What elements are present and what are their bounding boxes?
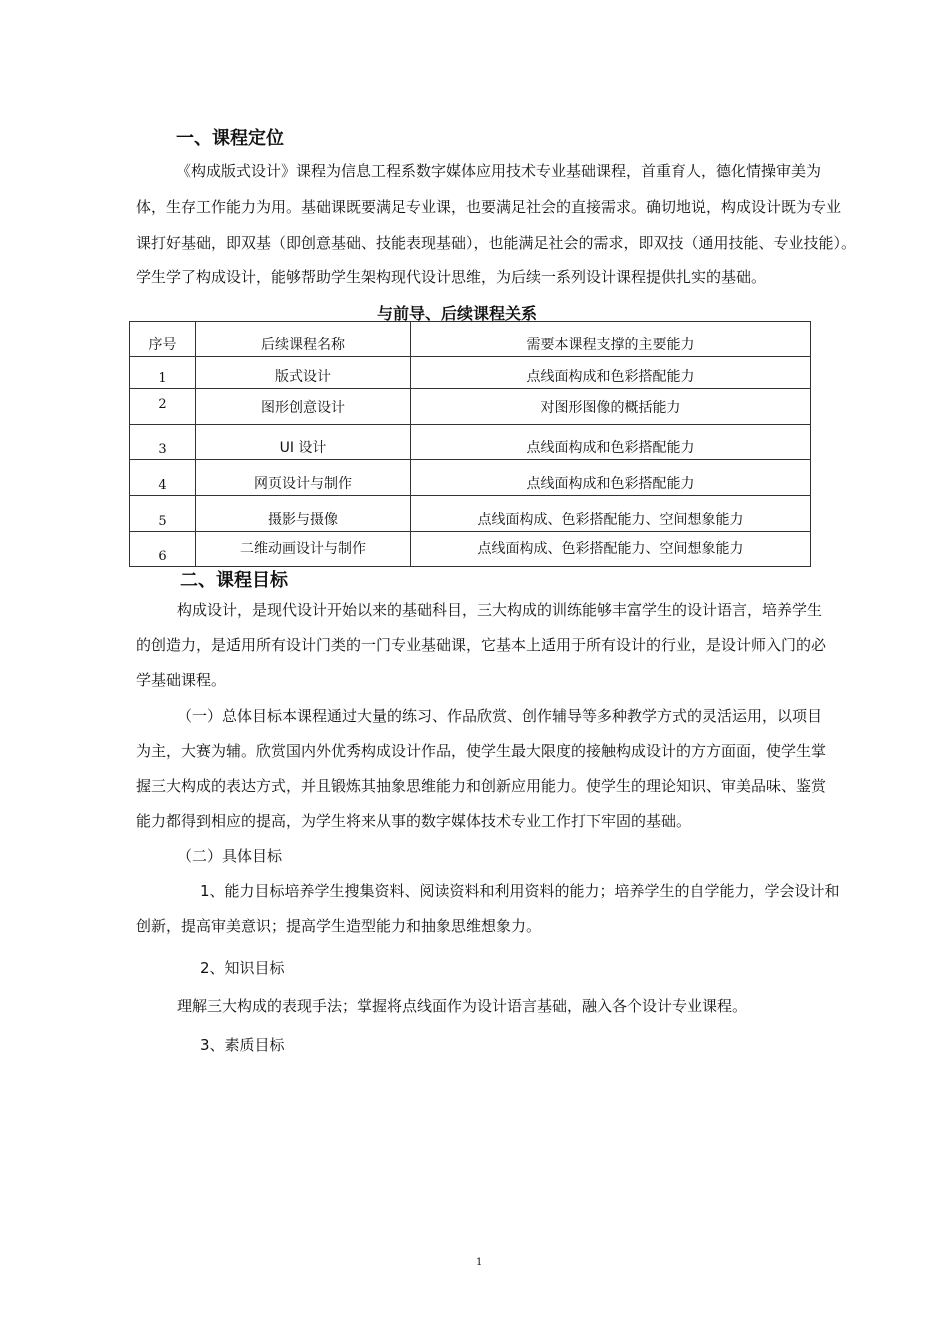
row-number: 4 <box>130 460 196 496</box>
overall-goal-line: （一）总体目标本课程通过大量的练习、作品欣赏、创作辅导等多种教学方式的灵活运用，以项目 <box>177 707 823 725</box>
table-row <box>130 357 811 389</box>
ability-goal-line: 1、能力目标培养学生搜集资料、阅读资料和利用资料的能力；培养学生的自学能力，学会设计和 <box>200 882 840 900</box>
required-ability: 对图形图像的概括能力 <box>411 389 811 425</box>
table-row <box>130 460 811 496</box>
section2-heading: 二、课程目标 <box>180 570 288 591</box>
intro-line: 构成设计，是现代设计开始以来的基础科目，三大构成的训练能够丰富学生的设计语言，培养学生 <box>177 601 823 619</box>
overall-goal-line: 能力都得到相应的提高，为学生将来从事的数字媒体技术专业工作打下牢固的基础。 <box>136 812 692 830</box>
header-cell: 需要本课程支撑的主要能力 <box>411 322 811 357</box>
knowledge-goal-text: 理解三大构成的表现手法；掌握将点线面作为设计语言基础，融入各个设计专业课程。 <box>177 997 748 1015</box>
quality-goal-heading: 3、素质目标 <box>200 1036 285 1054</box>
section1-line: 学生学了构成设计，能够帮助学生架构现代设计思维，为后续一系列设计课程提供扎实的基础。 <box>136 268 767 286</box>
course-name: 摄影与摄像 <box>196 496 411 532</box>
row-number: 6 <box>130 532 196 567</box>
overall-goal-line: 为主，大赛为辅。欣赏国内外优秀构成设计作品，使学生最大限度的接触构成设计的方方面面，使学生掌 <box>136 742 827 760</box>
overall-goal-line: 握三大构成的表达方式，并且锻炼其抽象思维能力和创新应用能力。使学生的理论知识、审美品味、鉴赏 <box>136 777 827 795</box>
required-ability: 点线面构成、色彩搭配能力、空间想象能力 <box>411 532 811 567</box>
table-row <box>130 496 811 532</box>
specific-goal-heading: （二）具体目标 <box>177 847 283 865</box>
section1-heading: 一、课程定位 <box>176 128 284 149</box>
table-header-row <box>130 322 811 357</box>
intro-line: 学基础课程。 <box>136 671 227 689</box>
required-ability: 点线面构成和色彩搭配能力 <box>411 460 811 496</box>
row-number: 2 <box>130 389 196 425</box>
course-name: 网页设计与制作 <box>196 460 411 496</box>
intro-line: 的创造力，是适用所有设计门类的一门专业基础课，它基本上适用于所有设计的行业，是设计师入门的必 <box>136 636 827 654</box>
table-row <box>130 389 811 425</box>
section1-line: 课打好基础，即双基（即创意基础、技能表现基础），也能满足社会的需求，即双技（通用技能、专业技能）。 <box>136 234 857 252</box>
required-ability: 点线面构成和色彩搭配能力 <box>411 357 811 389</box>
course-name: UI 设计 <box>196 425 411 460</box>
table-caption: 与前导、后续课程关系 <box>377 304 538 323</box>
course-name: 图形创意设计 <box>196 389 411 425</box>
course-name: 版式设计 <box>196 357 411 389</box>
knowledge-goal-heading: 2、知识目标 <box>200 959 285 977</box>
row-number: 3 <box>130 425 196 460</box>
header-cell: 后续课程名称 <box>196 322 411 357</box>
table-row <box>130 532 811 567</box>
required-ability: 点线面构成和色彩搭配能力 <box>411 425 811 460</box>
row-number: 1 <box>130 357 196 389</box>
section1-line: 体，生存工作能力为用。基础课既要满足专业课，也要满足社会的直接需求。确切地说，构成设计既为专业 <box>136 198 842 216</box>
header-cell: 序号 <box>130 322 196 357</box>
row-number: 5 <box>130 496 196 532</box>
ability-goal-line: 创新，提高审美意识；提高学生造型能力和抽象思维想象力。 <box>136 917 542 935</box>
table-row <box>130 425 811 460</box>
required-ability: 点线面构成、色彩搭配能力、空间想象能力 <box>411 496 811 532</box>
section1-line: 《构成版式设计》课程为信息工程系数字媒体应用技术专业基础课程，首重育人，德化情操审美为 <box>176 162 822 180</box>
course-relation-table <box>129 321 811 567</box>
course-name: 二维动画设计与制作 <box>196 532 411 567</box>
page-number: 1 <box>476 1257 483 1268</box>
